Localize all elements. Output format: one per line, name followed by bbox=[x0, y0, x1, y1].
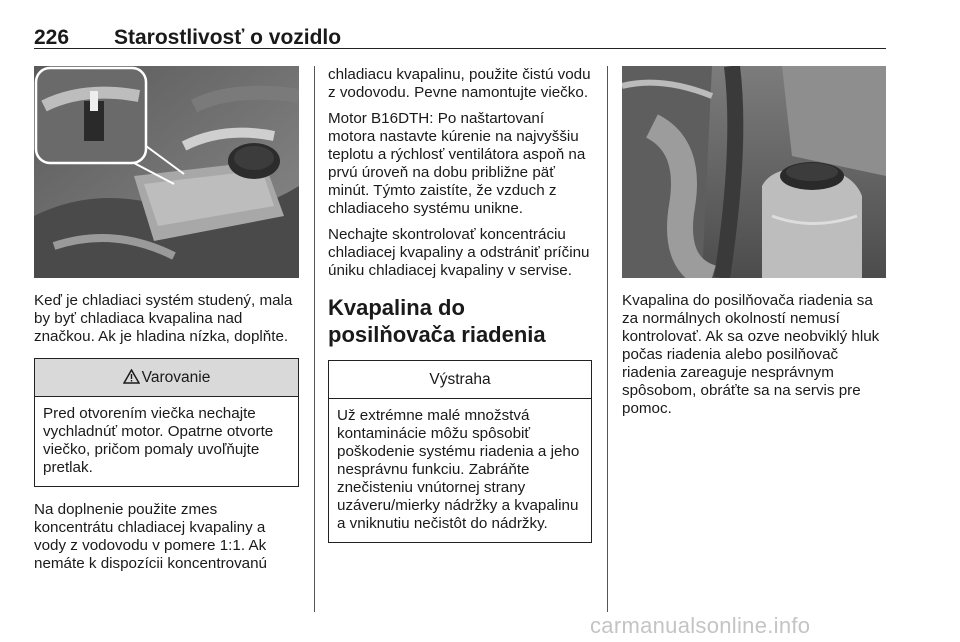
concentration-check-text: Nechajte skontrolovať koncentráciu chladiacej kvapaliny a odstrániť príčinu úniku chladiacej kvapaliny v servise. bbox=[328, 226, 590, 279]
page-header bbox=[34, 14, 886, 49]
column-right bbox=[622, 66, 886, 418]
column-left bbox=[34, 66, 299, 573]
coolant-reservoir-photo bbox=[34, 66, 299, 278]
water-refill-text: chladiacu kvapalinu, použite čistú vodu z vodovodu. Pevne namontujte viečko. bbox=[328, 66, 591, 101]
power-steering-text: Kvapalina do posilňovača riadenia sa za normálnych okolností nemusí kontrolovať. Ak sa ozve neobviklý hluk počas riadenia alebo posilňovač riadenia zareaguje nesprávnym spôsobom, obráťte sa na servis pre pomoc. bbox=[622, 292, 880, 417]
warning-box-header bbox=[35, 359, 298, 397]
coolant-level-text: Keď je chladiaci systém studený, mala by byť chladiaca kvapalina nad značkou. Ak je hladina nízka, doplňte. bbox=[34, 292, 293, 345]
section-heading: Kvapalina do posilňovača riadenia bbox=[328, 295, 546, 347]
engine-b16dth-text: Motor B16DTH: Po naštartovaní motora nastavte kúrenie na najvyššiu teplotu a rýchlosť ventilátora aspoň na prvú úroveň na dobu približne päť minút. Týmto zaistíte, že vzduch z chladiaceho systému unikne. bbox=[328, 110, 586, 217]
caution-box-header: Výstraha bbox=[329, 361, 591, 399]
mixture-text: Na doplnenie použite zmes koncentrátu chladiacej kvapaliny a vody z vodovodu v pomere 1:1. Ak nemáte k dispozícii koncentrovanú bbox=[34, 501, 268, 572]
warning-text: Pred otvorením viečka nechajte vychladnúť motor. Opatrne otvorte viečko, pričom pomaly uvoľňujte pretlak. bbox=[43, 405, 274, 476]
power-steering-reservoir-photo bbox=[622, 66, 886, 278]
running-title: Starostlivosť o vozidlo bbox=[114, 26, 342, 49]
column-middle bbox=[328, 66, 592, 543]
caution-text: Už extrémne malé množstvá kontaminácie môžu spôsobiť poškodenie systému riadenia a jeho nesprávnu funkciu. Zabráňte znečisteniu vnútornej strany uzáveru/mierky nádržky a kvapalinu a vniknutiu nečistôt do nádržky. bbox=[337, 407, 580, 532]
column-divider bbox=[607, 66, 608, 612]
warning-title: Varovanie bbox=[141, 369, 211, 386]
watermark: carmanualsonline.info bbox=[590, 613, 811, 638]
warning-triangle-icon bbox=[123, 369, 140, 384]
page-number: 226 bbox=[34, 26, 70, 49]
column-divider bbox=[314, 66, 315, 612]
warning-box bbox=[34, 358, 299, 487]
caution-box bbox=[328, 360, 592, 543]
